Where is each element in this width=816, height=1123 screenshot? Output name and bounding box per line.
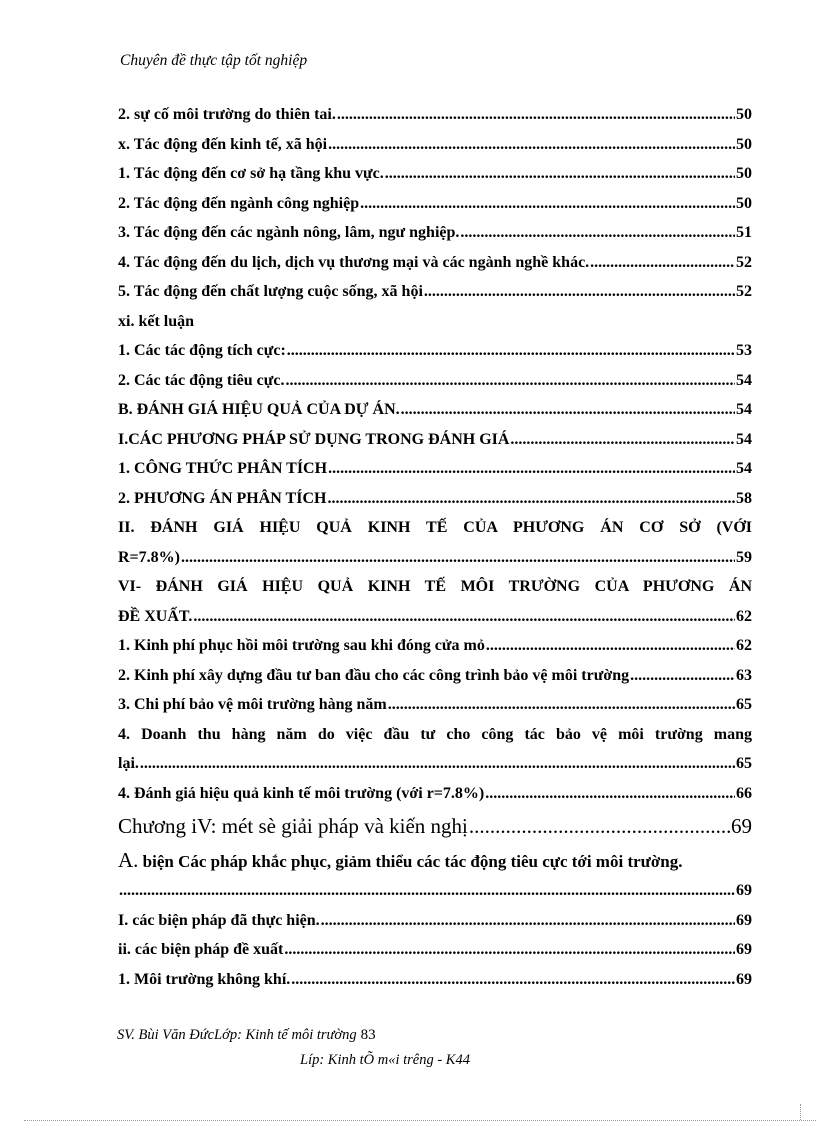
toc-entry-page: 58 [736, 489, 752, 507]
toc-chapter-entry [118, 808, 752, 844]
toc-entry [118, 602, 752, 632]
toc-leader-dots [630, 661, 735, 691]
toc-entry-page: 69 [736, 970, 752, 988]
toc-entry-page: 50 [736, 106, 752, 123]
toc-entry-text: 2. Tác động đến ngành công nghiệp [118, 194, 360, 212]
toc-entry-page: 52 [736, 283, 752, 300]
toc-entry-text: ĐỀ XUẤT. [118, 607, 193, 625]
toc-entry [118, 543, 752, 573]
toc-entry-text: 4. Tác động đến du lịch, dịch vụ thương mại và các ngành nghề khác. [118, 253, 590, 271]
page-corner-mark [800, 1104, 801, 1120]
toc-entry [118, 336, 752, 366]
toc-leader-dots [119, 876, 735, 906]
toc-entry-page: 54 [736, 460, 752, 477]
toc-entry-wrapped-line [118, 720, 752, 750]
toc-leader-dots [590, 248, 735, 278]
toc-entry [118, 965, 752, 995]
toc-entry-text: 4. Đánh giá hiệu quả kinh tế môi trường (với r=7.8%) [118, 784, 485, 802]
toc-entry-page: 69 [736, 882, 752, 899]
toc-entry [118, 100, 752, 130]
toc-entry-text: 4. Doanh thu hàng năm do việc đầu tư cho công tác bảo vệ môi trường mang [118, 725, 752, 743]
toc-entry-page: 69 [736, 911, 752, 929]
toc-leader-dots [510, 425, 735, 455]
toc-entry [118, 661, 752, 691]
toc-leader-dots [460, 218, 735, 248]
toc-entry-page: 62 [736, 607, 752, 625]
toc-entry-page: 53 [736, 342, 752, 359]
page-number: 83 [360, 1027, 376, 1043]
toc-entry-text: 3. Tác động đến các ngành nông, lâm, ngư nghiệp. [118, 224, 460, 241]
toc-entry-page: 50 [736, 135, 752, 153]
toc-entry-text: I.CÁC PHƯƠNG PHÁP SỬ DỤNG TRONG ĐÁNH GIÁ [118, 430, 510, 448]
toc-leader-dots [285, 366, 735, 396]
toc-entry-page: 50 [736, 194, 752, 212]
toc-leader-dots [181, 543, 735, 573]
toc-section-entry [118, 844, 752, 876]
page-header-title: Chuyên đề thực tập tốt nghiệp [120, 52, 308, 69]
toc-entry-page: 54 [736, 401, 752, 418]
toc-entry-text: 1. Kinh phí phục hồi môi trường sau khi đóng cửa mỏ [118, 637, 485, 654]
page-footer-author [117, 1027, 376, 1044]
toc-entry [118, 631, 752, 661]
toc-entry [118, 935, 752, 965]
toc-entry-page: 65 [736, 696, 752, 713]
toc-entry-text: B. ĐÁNH GIÁ HIỆU QUẢ CỦA DỰ ÁN. [118, 401, 400, 418]
toc-entry-page: 65 [736, 755, 752, 772]
toc-entry-text: 2. Kinh phí xây dựng đầu tư ban đầu cho các công trình bảo vệ môi trường [118, 666, 630, 684]
toc-leader-dots [385, 159, 735, 189]
toc-leader-dots [328, 454, 735, 484]
toc-entry-page: 50 [736, 165, 752, 182]
toc-entry [118, 277, 752, 307]
toc-entry [118, 218, 752, 248]
toc-entry-text: 5. Tác động đến chất lượng cuộc sống, xã hội [118, 283, 423, 300]
toc-entry-text: xi. kết luận [118, 312, 195, 330]
toc-entry-text: Chương iV: mét sè giải pháp và kiến nghị [118, 814, 468, 838]
toc-entry [118, 425, 752, 455]
toc-heading [118, 307, 752, 337]
toc-leader-dots [486, 631, 735, 661]
toc-leader-dots [337, 100, 735, 130]
toc-entry-text: x. Tác động đến kinh tế, xã hội [118, 135, 328, 153]
toc-entry-page: 63 [736, 666, 752, 684]
toc-entry-page: 51 [736, 224, 752, 241]
toc-leader-dots [424, 277, 735, 307]
toc-entry-page: 59 [736, 548, 752, 566]
toc-leader-dots [291, 965, 735, 995]
toc-entry-text: R=7.8%) [118, 548, 180, 566]
toc-entry [118, 248, 752, 278]
toc-entry [118, 484, 752, 514]
toc-entry-text: 1. Các tác động tích cực: [118, 342, 286, 359]
toc-leader-dots [328, 130, 735, 160]
toc-entry-page: 69 [736, 941, 752, 958]
toc-leader-dots [388, 690, 735, 720]
toc-entry-text: 3. Chi phí bảo vệ môi trường hàng năm [118, 696, 387, 713]
toc-leader-dots [327, 484, 735, 514]
toc-entry-text: 2. Các tác động tiêu cực. [118, 371, 285, 389]
toc-entry-page: 62 [736, 637, 752, 654]
toc-leader-dots [321, 906, 735, 936]
toc-entry-text: 2. sự cố môi trường do thiên tai. [118, 106, 336, 123]
table-of-contents [118, 100, 752, 994]
toc-leader-dots [485, 779, 735, 809]
footer-author-text: SV. Bùi Văn ĐứcLớp: Kinh tế môi trường [117, 1027, 357, 1043]
toc-entry-text: 1. Tác động đến cơ sở hạ tầng khu vực. [118, 165, 384, 182]
toc-leader-dots [284, 935, 735, 965]
toc-leader-dots [193, 602, 735, 632]
toc-entry-text: 2. PHƯƠNG ÁN PHÂN TÍCH [118, 489, 327, 507]
toc-leader-dots [140, 749, 735, 779]
toc-entry [118, 159, 752, 189]
toc-entry-page: 54 [736, 430, 752, 448]
toc-entry-text: I. các biện pháp đã thực hiện. [118, 911, 320, 929]
toc-entry-page: 52 [736, 253, 752, 271]
page-bottom-border [24, 1120, 816, 1121]
page-footer-class: Líp: Kinh tÕ m«i trêng - K44 [300, 1052, 470, 1068]
toc-entry [118, 690, 752, 720]
toc-leader-dots [401, 395, 735, 425]
toc-entry-page: 69 [731, 814, 752, 838]
toc-entry-text: 1. CÔNG THỨC PHÂN TÍCH [118, 460, 328, 477]
toc-entry-wrapped-line [118, 513, 752, 543]
toc-entry-text: biện Các pháp khắc phục, giảm thiểu các tác động tiêu cực tới môi trường. [138, 852, 683, 871]
toc-entry-text: ii. các biện pháp đề xuất [118, 941, 284, 958]
toc-entry [118, 779, 752, 809]
toc-leader-dots [287, 336, 735, 366]
toc-entry [118, 749, 752, 779]
toc-entry-text: lại. [118, 755, 139, 772]
toc-entry [118, 395, 752, 425]
toc-entry [118, 454, 752, 484]
toc-entry [118, 130, 752, 160]
toc-leader-dots [469, 808, 730, 844]
toc-entry-page: 66 [736, 784, 752, 802]
toc-entry-text: 1. Môi trường không khí. [118, 970, 291, 988]
toc-entry-page: 54 [736, 371, 752, 389]
toc-entry [118, 906, 752, 936]
toc-leader-dots [360, 189, 735, 219]
toc-entry-text: VI- ĐÁNH GIÁ HIỆU QUẢ KINH TẾ MÔI TRƯỜNG CỦA PHƯƠNG ÁN [118, 578, 752, 595]
toc-entry [118, 366, 752, 396]
toc-entry-lead: A. [118, 848, 139, 872]
toc-entry [118, 189, 752, 219]
toc-entry-wrapped-line [118, 572, 752, 602]
toc-entry-text: II. ĐÁNH GIÁ HIỆU QUẢ KINH TẾ CỦA PHƯƠNG ÁN CƠ SỞ (VỚI [118, 519, 752, 536]
toc-entry [118, 876, 752, 906]
